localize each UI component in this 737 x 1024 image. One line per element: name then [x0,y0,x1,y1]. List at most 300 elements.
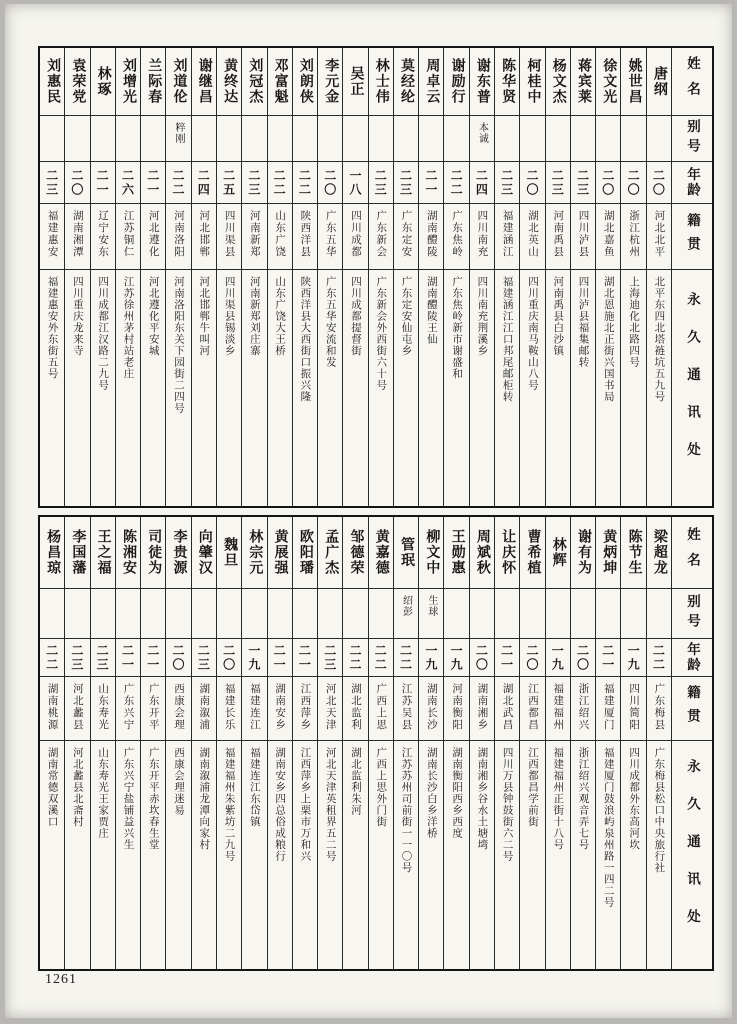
name-cell [141,517,165,589]
native-cell [141,677,165,741]
address-cell [116,741,140,969]
alias-cell [242,116,266,162]
address-cell [217,270,241,506]
name-cell [520,48,544,116]
person-address: 福建涵江江口邦尾邮柜转 [501,276,513,403]
name-cell [40,517,64,589]
person-age: 二三 [246,168,261,197]
person-age: 二一 [499,643,514,672]
name-cell [116,517,140,589]
person-address: 广东新会外西街六十号 [375,276,387,391]
native-cell [647,204,671,270]
age-cell [217,162,241,204]
header-age-label: 年龄 [685,167,700,198]
name-cell [520,517,544,589]
person-address: 湖北恩施北正街兴国书局 [602,276,614,403]
person-native: 福建福州 [552,683,564,731]
person-address: 江西萍乡上栗市万和兴 [299,747,311,862]
person-age: 二〇 [524,643,539,672]
entry-column [317,48,342,506]
person-age: 二二 [171,168,186,197]
native-cell [192,677,216,741]
native-cell [621,677,645,741]
person-address: 广东开平赤坎春生堂 [147,747,159,851]
name-cell [546,517,570,589]
person-age: 二二 [272,168,287,197]
person-native: 湖北监利 [349,683,361,731]
header-native-cell [672,677,712,741]
age-cell [293,639,317,677]
native-cell [242,204,266,270]
person-age: 一九 [626,643,641,672]
header-alias-label: 别号 [685,594,700,633]
person-native: 四川南充 [476,210,488,258]
age-cell [444,162,468,204]
entry-column [620,517,645,969]
alias-cell [419,116,443,162]
address-cell [141,741,165,969]
alias-cell [520,116,544,162]
entry-column [267,48,292,506]
address-cell [318,741,342,969]
person-name: 陈湘安 [120,529,136,576]
person-address: 湖南衡阳西乡西度 [451,747,463,839]
native-cell [444,204,468,270]
age-cell [495,639,519,677]
person-name: 林辉 [550,537,566,568]
address-cell [166,270,190,506]
person-name: 向肇汉 [196,529,212,576]
entry-column [443,517,468,969]
alias-cell [470,589,494,639]
person-address: 湖北监利朱河 [349,747,361,816]
person-native: 湖南湘乡 [476,683,488,731]
alias-cell [65,589,89,639]
address-cell [394,270,418,506]
age-cell [293,162,317,204]
person-age: 二一 [297,643,312,672]
address-cell [369,741,393,969]
person-alias: 绍彭 [400,595,412,617]
person-age: 二〇 [474,643,489,672]
person-name: 唐纲 [651,66,667,97]
person-name: 蒋宾莱 [576,58,592,105]
age-cell [571,639,595,677]
person-address: 广东定安仙屯乡 [400,276,412,357]
entry-column [519,517,544,969]
person-native: 广东梅县 [653,683,665,731]
name-cell [192,517,216,589]
person-address: 山东寿光王家贾庄 [97,747,109,839]
address-cell [596,741,620,969]
person-address: 四川成都江汉路二九号 [97,276,109,391]
person-alias: 粹刚 [173,122,185,144]
person-native: 湖北嘉鱼 [602,210,614,258]
person-native: 四川泸县 [577,210,589,258]
entry-column [90,517,115,969]
person-native: 河北邯郸 [198,210,210,258]
address-cell [369,270,393,506]
header-name-label: 姓名 [685,56,700,107]
address-cell [268,270,292,506]
name-cell [217,517,241,589]
age-cell [470,639,494,677]
entry-column [40,48,64,506]
entry-column [90,48,115,506]
person-address: 河北蠡县北斋村 [71,747,83,828]
native-cell [116,204,140,270]
entry-column [570,48,595,506]
entry-column [494,48,519,506]
native-cell [192,204,216,270]
entry-column [165,517,190,969]
person-address: 山东广饶大王桥 [274,276,286,357]
person-native: 四川简阳 [628,683,640,731]
name-cell [217,48,241,116]
person-address: 福建厦门鼓浪屿泉州路一四二号 [602,747,614,908]
person-name: 梁超龙 [651,529,667,576]
address-cell [546,741,570,969]
entry-column [595,517,620,969]
address-cell [647,270,671,506]
alias-cell [268,116,292,162]
person-native: 广东新会 [375,210,387,258]
address-cell [520,270,544,506]
person-name: 曹希植 [525,529,541,576]
age-cell [394,162,418,204]
entry-column [545,48,570,506]
age-cell [65,162,89,204]
name-cell [293,48,317,116]
native-cell [40,204,64,270]
entry-column [216,517,241,969]
person-age: 二三 [575,168,590,197]
entry-column [368,48,393,506]
person-name: 黄嘉德 [373,529,389,576]
native-cell [520,677,544,741]
native-cell [596,677,620,741]
native-cell [520,204,544,270]
address-cell [470,270,494,506]
native-cell [571,204,595,270]
age-cell [546,639,570,677]
age-cell [318,162,342,204]
person-address: 四川南充荆溪乡 [476,276,488,357]
alias-cell [318,116,342,162]
person-age: 二三 [196,643,211,672]
header-address-cell [672,741,712,969]
entry-column [292,517,317,969]
age-cell [647,639,671,677]
native-cell [293,204,317,270]
alias-cell [444,116,468,162]
person-native: 山东广饶 [274,210,286,258]
alias-cell [141,589,165,639]
person-name: 杨文杰 [550,58,566,105]
name-cell [65,48,89,116]
person-native: 江西萍乡 [299,683,311,731]
address-cell [596,270,620,506]
address-cell [166,741,190,969]
alias-cell [596,589,620,639]
alias-cell [470,116,494,162]
header-age-cell [672,162,712,204]
person-native: 湖南长沙 [425,683,437,731]
alias-cell [369,589,393,639]
name-cell [318,517,342,589]
person-address: 湖南醴陵王仙 [425,276,437,345]
person-address: 广西上思外门街 [375,747,387,828]
alias-cell [369,116,393,162]
alias-cell [166,116,190,162]
person-name: 李国藩 [70,529,86,576]
person-address: 四川万县钟鼓街六二号 [501,747,513,862]
person-native: 辽宁安东 [97,210,109,258]
entry-column [241,517,266,969]
name-cell [91,48,115,116]
person-age: 二一 [272,643,287,672]
native-cell [495,677,519,741]
address-cell [621,270,645,506]
person-address: 四川重庆南马鞍山八号 [526,276,538,391]
address-cell [394,741,418,969]
person-name: 谢有为 [576,529,592,576]
person-address: 福建连江东岱镇 [248,747,260,828]
age-cell [546,162,570,204]
alias-cell [343,589,367,639]
person-name: 刘惠民 [45,58,61,105]
name-cell [419,517,443,589]
entry-column [191,48,216,506]
address-cell [419,270,443,506]
header-age-label: 年龄 [685,642,700,673]
person-name: 柯桂中 [525,58,541,105]
person-native: 广东开平 [147,683,159,731]
person-name: 刘朗侠 [297,58,313,105]
header-native-label: 籍贯 [685,213,700,260]
person-age: 二二 [651,643,666,672]
person-address: 广东兴宁盐铺益兴生 [122,747,134,851]
person-address: 上海迪化北路四号 [628,276,640,368]
age-cell [647,162,671,204]
address-cell [242,270,266,506]
entry-column [64,517,89,969]
name-cell [444,48,468,116]
header-alias-cell [672,589,712,639]
person-native: 四川成都 [349,210,361,258]
person-age: 一九 [423,643,438,672]
person-address: 江西都昌学前街 [526,747,538,828]
alias-cell [621,589,645,639]
person-native: 河北天津 [324,683,336,731]
person-age: 二〇 [322,168,337,197]
person-native: 江苏铜仁 [122,210,134,258]
name-cell [91,517,115,589]
entry-column [519,48,544,506]
name-cell [495,48,519,116]
age-cell [621,162,645,204]
native-cell [141,204,165,270]
age-cell [268,162,292,204]
native-cell [242,677,266,741]
person-name: 林士伟 [373,58,389,105]
native-cell [318,204,342,270]
header-age-cell [672,639,712,677]
person-age: 二一 [95,168,110,197]
person-name: 王之福 [95,529,111,576]
person-age: 二〇 [626,168,641,197]
person-name: 陈华贤 [500,58,516,105]
entry-column [140,517,165,969]
person-age: 二〇 [575,643,590,672]
person-name: 刘道伦 [171,58,187,105]
person-native: 湖南湘潭 [71,210,83,258]
person-age: 二二 [44,643,59,672]
name-cell [343,48,367,116]
person-name: 黄展强 [272,529,288,576]
native-cell [343,204,367,270]
alias-cell [495,116,519,162]
name-cell [40,48,64,116]
address-cell [40,270,64,506]
entry-column [393,517,418,969]
native-cell [293,677,317,741]
address-cell [621,741,645,969]
person-native: 湖南醴陵 [425,210,437,258]
native-cell [343,677,367,741]
person-age: 二六 [120,168,135,197]
native-cell [546,204,570,270]
alias-cell [647,589,671,639]
header-name-cell [672,48,712,116]
name-cell [268,517,292,589]
age-cell [343,162,367,204]
person-age: 二三 [373,168,388,197]
person-native: 浙江绍兴 [577,683,589,731]
address-cell [293,741,317,969]
alias-cell [91,116,115,162]
person-age: 二二 [398,643,413,672]
person-age: 二二 [297,168,312,197]
entry-column [317,517,342,969]
entry-column [646,517,671,969]
person-alias: 生球 [425,595,437,617]
person-address: 四川成都外东高河坎 [628,747,640,851]
name-cell [470,517,494,589]
native-cell [495,204,519,270]
address-cell [444,741,468,969]
native-cell [217,677,241,741]
alias-cell [394,116,418,162]
age-cell [268,639,292,677]
alias-cell [217,589,241,639]
age-cell [192,162,216,204]
name-cell [444,517,468,589]
person-name: 司徒为 [146,529,162,576]
entry-column [418,517,443,969]
person-age: 二二 [373,643,388,672]
person-address: 广东梅县松口中央旅行社 [653,747,665,874]
native-cell [369,677,393,741]
person-native: 湖南安乡 [274,683,286,731]
address-cell [470,741,494,969]
age-cell [394,639,418,677]
person-native: 河南洛阳 [173,210,185,258]
native-cell [571,677,595,741]
alias-cell [546,116,570,162]
native-cell [470,677,494,741]
person-name: 徐文光 [601,58,617,105]
entry-column [368,517,393,969]
entry-column [494,517,519,969]
native-cell [268,677,292,741]
alias-cell [596,116,620,162]
age-cell [343,639,367,677]
header-native-cell [672,204,712,270]
native-cell [268,204,292,270]
page-number: 1261 [45,972,77,987]
person-age: 二〇 [171,643,186,672]
age-cell [242,639,266,677]
age-cell [65,639,89,677]
alias-cell [495,589,519,639]
entry-column [469,517,494,969]
age-cell [217,639,241,677]
person-address: 湖南长沙白乡洋桥 [425,747,437,839]
entry-column [241,48,266,506]
person-name: 吴正 [348,66,364,97]
age-cell [166,162,190,204]
person-native: 湖北武昌 [501,683,513,731]
person-age: 二四 [196,168,211,197]
alias-cell [571,116,595,162]
address-cell [343,270,367,506]
person-age: 二三 [499,168,514,197]
name-cell [318,48,342,116]
native-cell [621,204,645,270]
name-cell [166,48,190,116]
person-age: 二三 [44,168,59,197]
person-native: 江西都昌 [526,683,538,731]
address-cell [192,741,216,969]
entry-column [418,48,443,506]
person-address: 西康会理迷易 [173,747,185,816]
alias-cell [242,589,266,639]
name-cell [65,517,89,589]
native-cell [419,204,443,270]
directory-table-lower [38,515,714,971]
person-address: 河南禹县白沙镇 [552,276,564,357]
age-cell [116,162,140,204]
person-name: 刘冠杰 [247,58,263,105]
header-column [671,517,712,969]
age-cell [444,639,468,677]
address-cell [444,270,468,506]
person-address: 浙江绍兴观音弄七号 [577,747,589,851]
person-native: 广东兴宁 [122,683,134,731]
person-name: 李元金 [323,58,339,105]
native-cell [470,204,494,270]
person-address: 广东五华安流和发 [324,276,336,368]
entry-column [443,48,468,506]
age-cell [495,162,519,204]
person-name: 周卓云 [424,58,440,105]
person-age: 二〇 [69,168,84,197]
header-name-cell [672,517,712,589]
name-cell [166,517,190,589]
person-native: 河南新郑 [248,210,260,258]
name-cell [647,517,671,589]
